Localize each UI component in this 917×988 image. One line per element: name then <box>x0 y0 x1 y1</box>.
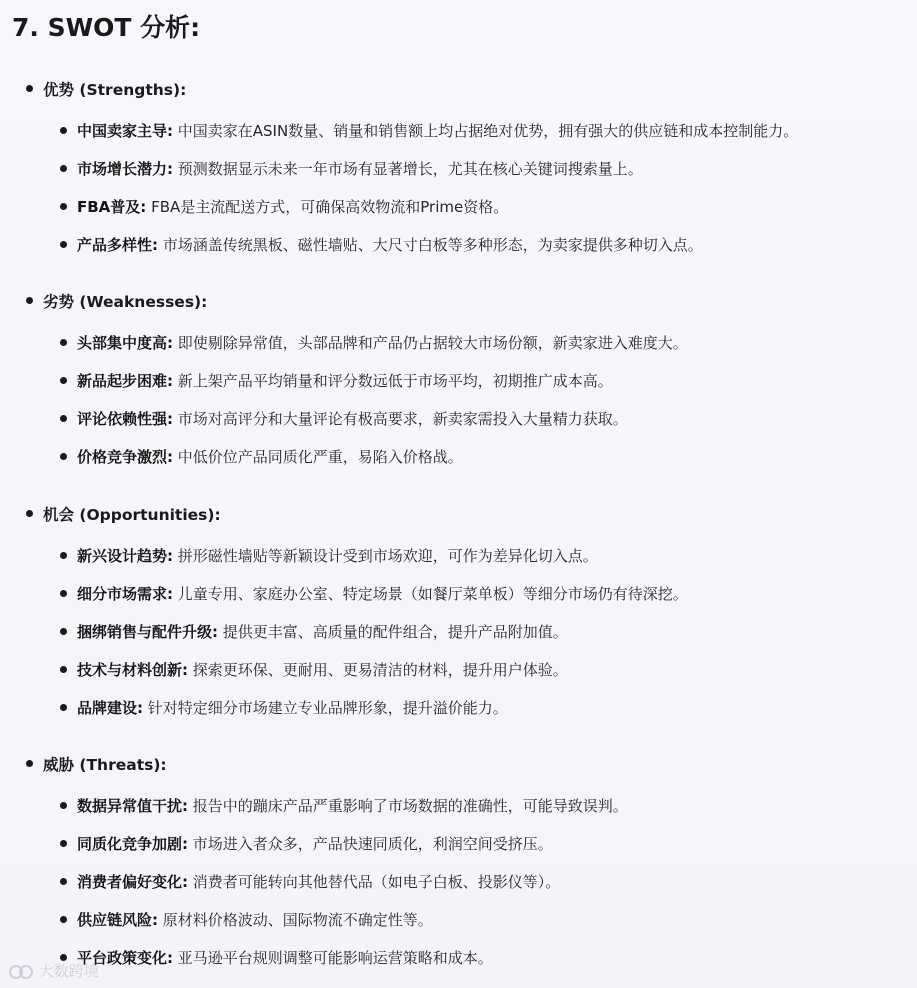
item-text <box>77 621 568 643</box>
item-text <box>77 947 493 969</box>
list-item <box>0 697 917 721</box>
item-label: 产品多样性: <box>77 236 158 254</box>
bullet-icon <box>60 165 67 172</box>
item-description: FBA是主流配送方式，可确保高效物流和Prime资格。 <box>146 198 509 216</box>
item-description: 市场进入者众多，产品快速同质化，利润空间受挤压。 <box>188 835 553 853</box>
bullet-icon <box>60 916 67 923</box>
item-description: 拼形磁性墙贴等新颖设计受到市场欢迎，可作为差异化切入点。 <box>173 547 598 565</box>
item-label: FBA普及: <box>77 198 147 216</box>
bullet-icon <box>26 85 33 92</box>
bullet-icon <box>60 552 67 559</box>
item-label: 同质化竞争加剧: <box>77 835 188 853</box>
bullet-icon <box>60 878 67 885</box>
item-text <box>77 659 568 681</box>
item-text <box>77 871 560 893</box>
item-label: 供应链风险: <box>77 911 158 929</box>
bullet-icon <box>60 415 67 422</box>
list-item <box>0 234 917 258</box>
item-text <box>77 545 598 567</box>
item-description: 探索更环保、更耐用、更易清洁的材料，提升用户体验。 <box>188 661 568 679</box>
item-text <box>77 795 628 817</box>
bullet-icon <box>60 590 67 597</box>
list-item <box>0 871 917 895</box>
list-item <box>0 583 917 607</box>
item-text <box>77 332 688 354</box>
list-item <box>0 909 917 933</box>
item-description: 提供更丰富、高质量的配件组合，提升产品附加值。 <box>218 623 568 641</box>
item-text <box>77 697 508 719</box>
bullet-icon <box>60 704 67 711</box>
item-description: 市场对高评分和大量评论有极高要求，新卖家需投入大量精力获取。 <box>173 410 628 428</box>
item-description: 中国卖家在ASIN数量、销量和销售额上均占据绝对优势，拥有强大的供应链和成本控制能力。 <box>173 122 799 140</box>
bullet-icon <box>60 241 67 248</box>
bullet-icon <box>26 297 33 304</box>
item-text <box>77 583 688 605</box>
item-text <box>77 158 643 180</box>
item-label: 新兴设计趋势: <box>77 547 173 565</box>
bullet-icon <box>60 453 67 460</box>
list-item <box>0 545 917 569</box>
item-label: 技术与材料创新: <box>77 661 188 679</box>
bullet-icon <box>26 760 33 767</box>
bullet-icon <box>60 127 67 134</box>
item-label: 细分市场需求: <box>77 585 173 603</box>
list-item <box>0 833 917 857</box>
item-text <box>77 120 798 142</box>
list-item <box>0 120 917 144</box>
item-text <box>77 196 508 218</box>
item-description: 报告中的蹦床产品严重影响了市场数据的准确性，可能导致误判。 <box>188 797 628 815</box>
bullet-icon <box>60 666 67 673</box>
item-label: 捆绑销售与配件升级: <box>77 623 218 641</box>
item-description: 新上架产品平均销量和评分数远低于市场平均，初期推广成本高。 <box>173 372 613 390</box>
item-text <box>77 234 703 256</box>
item-description: 即使剔除异常值，头部品牌和产品仍占据较大市场份额，新卖家进入难度大。 <box>173 334 688 352</box>
list-item <box>0 196 917 220</box>
section-heading: 劣势 (Weaknesses): <box>43 293 208 311</box>
bullet-icon <box>60 802 67 809</box>
section-heading: 优势 (Strengths): <box>43 81 187 99</box>
list-item <box>0 795 917 819</box>
item-text <box>77 446 463 468</box>
item-label: 消费者偏好变化: <box>77 873 188 891</box>
item-label: 头部集中度高: <box>77 334 173 352</box>
list-item <box>0 947 917 971</box>
list-item <box>0 408 917 432</box>
item-label: 平台政策变化: <box>77 949 173 967</box>
bullet-icon <box>60 628 67 635</box>
bullet-icon <box>60 377 67 384</box>
brand-logo-icon <box>8 963 34 981</box>
list-item <box>0 158 917 182</box>
item-label: 品牌建设: <box>77 699 143 717</box>
list-item <box>0 621 917 645</box>
item-description: 儿童专用、家庭办公室、特定场景（如餐厅菜单板）等细分市场仍有待深挖。 <box>173 585 688 603</box>
section-heading: 威胁 (Threats): <box>43 756 167 774</box>
bullet-icon <box>60 203 67 210</box>
page-title: 7. SWOT 分析: <box>12 13 201 42</box>
item-text <box>77 370 613 392</box>
bullet-icon <box>60 840 67 847</box>
bullet-icon <box>60 339 67 346</box>
list-item <box>0 370 917 394</box>
item-text <box>77 909 433 931</box>
list-item <box>0 446 917 470</box>
item-label: 中国卖家主导: <box>77 122 173 140</box>
item-description: 中低价位产品同质化严重，易陷入价格战。 <box>173 448 463 466</box>
item-label: 价格竞争激烈: <box>77 448 173 466</box>
item-description: 针对特定细分市场建立专业品牌形象，提升溢价能力。 <box>143 699 508 717</box>
item-description: 预测数据显示未来一年市场有显著增长，尤其在核心关键词搜索量上。 <box>173 160 643 178</box>
item-description: 消费者可能转向其他替代品（如电子白板、投影仪等）。 <box>188 873 561 891</box>
watermark-text: 大数跨境 <box>38 962 99 980</box>
bullet-icon <box>26 510 33 517</box>
list-item <box>0 332 917 356</box>
item-label: 新品起步困难: <box>77 372 173 390</box>
item-text <box>77 833 553 855</box>
item-label: 评论依赖性强: <box>77 410 173 428</box>
item-label: 数据异常值干扰: <box>77 797 188 815</box>
item-label: 市场增长潜力: <box>77 160 173 178</box>
item-description: 亚马逊平台规则调整可能影响运营策略和成本。 <box>173 949 493 967</box>
list-item <box>0 659 917 683</box>
item-text <box>77 408 628 430</box>
section-heading: 机会 (Opportunities): <box>43 506 221 524</box>
watermark <box>8 960 99 981</box>
item-description: 市场涵盖传统黑板、磁性墙贴、大尺寸白板等多种形态，为卖家提供多种切入点。 <box>158 236 703 254</box>
item-description: 原材料价格波动、国际物流不确定性等。 <box>158 911 433 929</box>
